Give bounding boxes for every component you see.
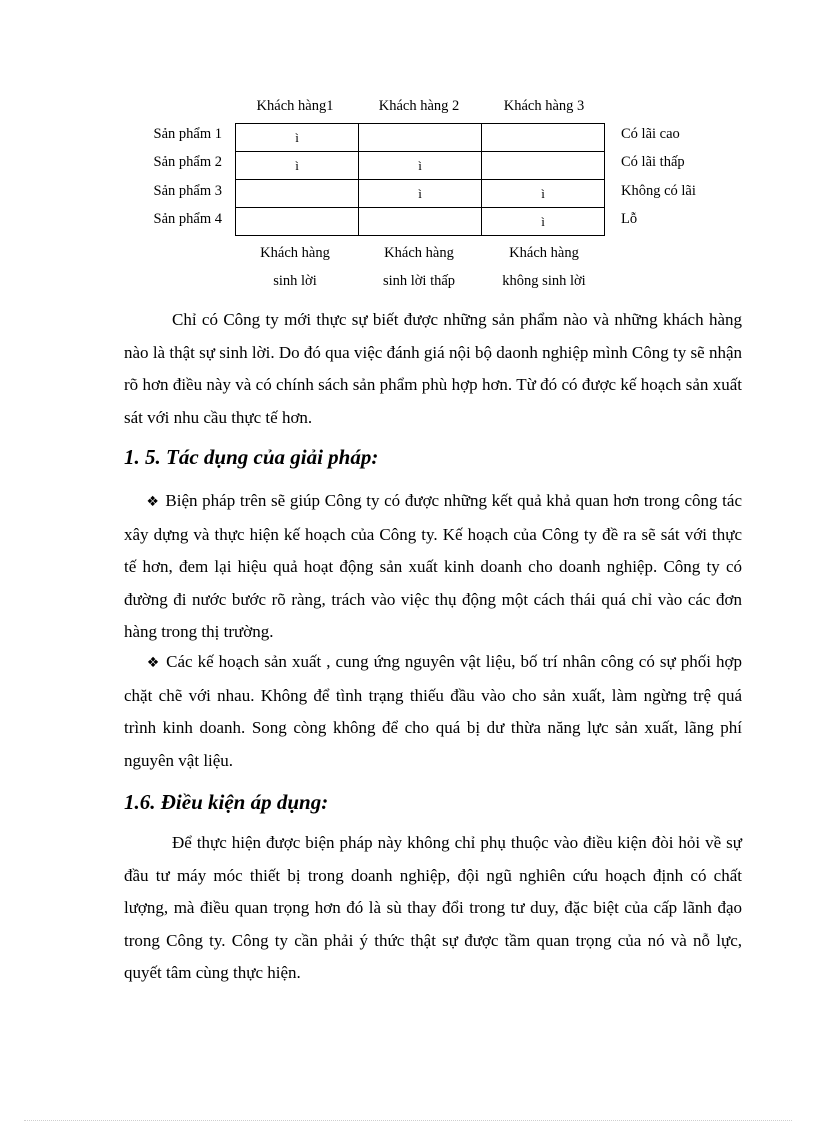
bottom-label-line: Khách hàng (384, 245, 454, 261)
row-note-product-1: Có lãi cao (621, 126, 680, 142)
section-heading-1-5: 1. 5. Tác dụng của giải pháp: (124, 445, 379, 469)
matrix-cell: ì (236, 152, 359, 180)
row-note-product-2: Có lãi thấp (621, 154, 685, 170)
diamond-bullet-icon: ❖ (146, 494, 160, 510)
matrix-cell (236, 180, 359, 208)
matrix-cell (359, 124, 482, 152)
matrix-row (236, 152, 605, 180)
row-note-product-3: Không có lãi (621, 183, 696, 199)
bottom-label-line: sinh lời (273, 273, 317, 289)
section-heading-1-6: 1.6. Điều kiện áp dụng: (124, 790, 329, 814)
matrix-cell: ì (359, 152, 482, 180)
row-label-product-4: Sản phẩm 4 (153, 211, 222, 227)
col-header-customer-3: Khách hàng 3 (503, 98, 585, 114)
bullet-text-2: Các kế hoạch sản xuất , cung ứng nguyên vật liệu, bố trí nhân công có sự phối hợp chặt chẽ với nhau. Không để tình trạng thiếu đầu vào cho sản xuất, làm ngừng trệ quá trình kinh doanh. Song còng không để cho quá bị dư thừa năng lực sản xuất, lãng phí nguyên vật liệu. (124, 652, 742, 770)
matrix-cell: ì (359, 180, 482, 208)
bullet-paragraph-1 (124, 485, 742, 649)
row-label-product-1: Sản phẩm 1 (153, 126, 222, 142)
matrix-cell (236, 208, 359, 236)
paragraph-1: Chỉ có Công ty mới thực sự biết được những sản phẩm nào và những khách hàng nào là thật sự sinh lời. Do đó qua việc đánh giá nội bộ daonh nghiệp mình Công ty sẽ nhận rõ hơn điều này và có chính sách sản phẩm phù hợp hơn. Từ đó có được kế hoạch sản xuất sát với nhu cầu thực tế hơn. (124, 310, 742, 427)
bottom-label-line: sinh lời thấp (382, 273, 456, 289)
matrix-grid (235, 123, 605, 236)
bottom-label-1 (233, 239, 357, 295)
matrix-cell: ì (482, 180, 605, 208)
matrix-cell (482, 152, 605, 180)
col-header-customer-1: Khách hàng1 (256, 98, 334, 114)
bottom-label-2 (357, 239, 481, 295)
bullet-paragraph-2 (124, 646, 742, 777)
matrix-cell (482, 124, 605, 152)
col-header-customer-2: Khách hàng 2 (378, 98, 460, 114)
matrix-cell: ì (482, 208, 605, 236)
bottom-label-line: Khách hàng (260, 245, 330, 261)
matrix-cell (359, 208, 482, 236)
bullet-text-1: Biện pháp trên sẽ giúp Công ty có được những kết quả khả quan hơn trong công tác xây dựng và thực hiện kế hoạch của Công ty. Kế hoạch của Công ty đề ra sẽ sát với thực tế hơn, đem lại hiệu quả hoạt động sản xuất kinh doanh cho doanh nghiệp. Công ty có đường đi nước bước rõ ràng, trách vào việc thụ động một cách thái quá chỉ vào các đơn hàng trong thị trường. (124, 491, 742, 642)
matrix-row (236, 124, 605, 152)
product-customer-matrix (0, 0, 816, 300)
matrix-cell: ì (236, 124, 359, 152)
bottom-label-3 (482, 239, 606, 295)
row-label-product-2: Sản phẩm 2 (153, 154, 222, 170)
bottom-label-line: không sinh lời (502, 273, 586, 289)
row-label-product-3: Sản phẩm 3 (153, 183, 222, 199)
bottom-label-line: Khách hàng (509, 245, 579, 261)
page-bottom-divider (24, 1120, 792, 1121)
matrix-row (236, 180, 605, 208)
diamond-bullet-icon: ❖ (146, 655, 161, 671)
matrix-row (236, 208, 605, 236)
paragraph-2: Để thực hiện được biện pháp này không chỉ phụ thuộc vào điều kiện đòi hỏi về sự đầu tư máy móc thiết bị trong doanh nghiệp, đội ngũ nghiên cứu hoạch định có chất lượng, mà điều quan trọng hơn đó là sù thay đổi trong tư duy, đặc biệt của cấp lãnh đạo trong Công ty. Công ty cần phải ý thức thật sự được tầm quan trọng của nó và nỗ lực, quyết tâm cùng thực hiện. (124, 833, 742, 983)
row-note-product-4: Lỗ (621, 211, 638, 227)
